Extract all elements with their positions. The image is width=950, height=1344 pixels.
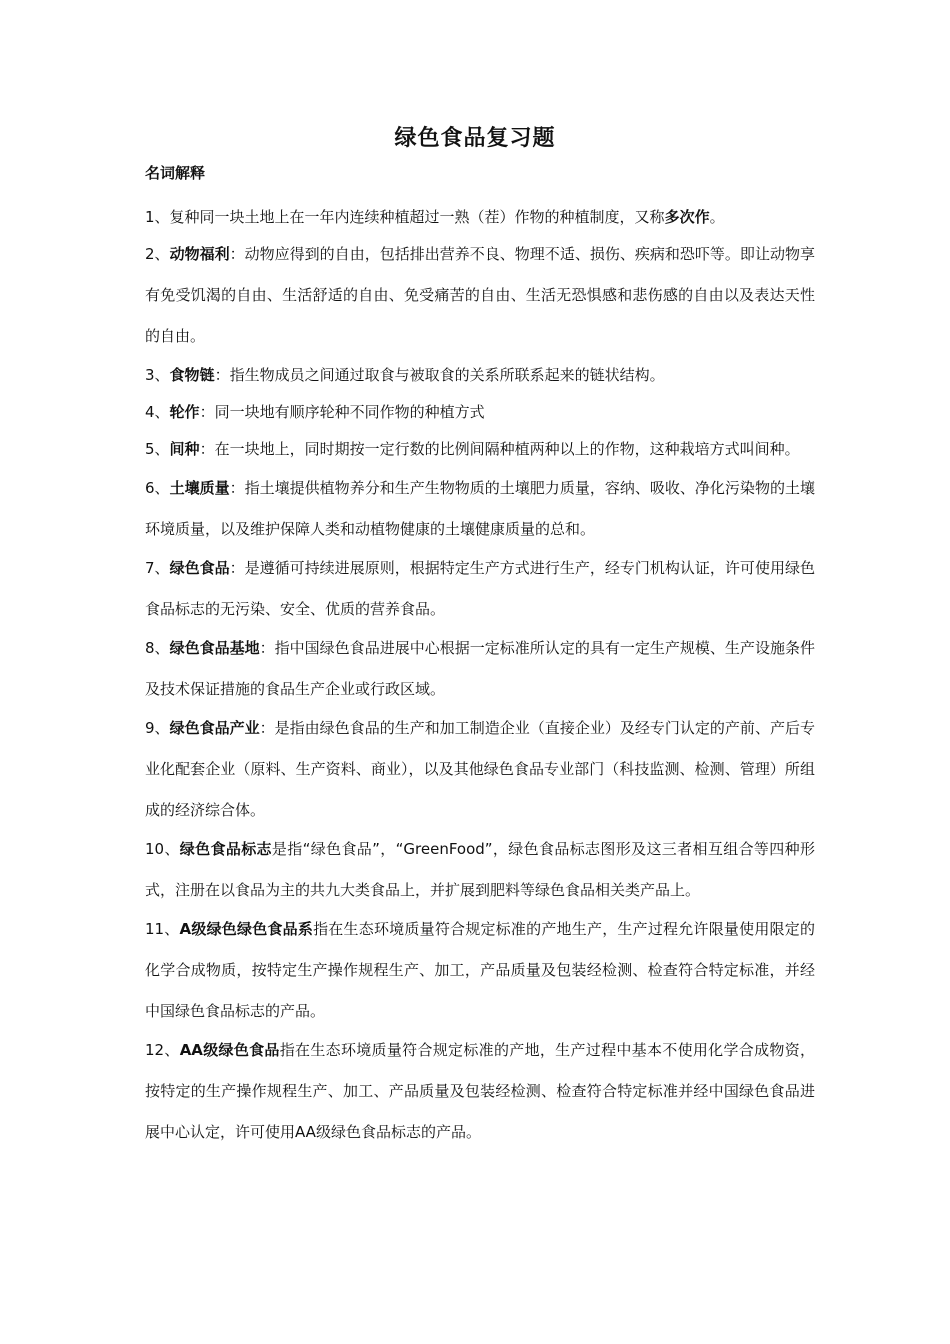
item-number: 6、 <box>145 479 170 497</box>
definition-item-11 <box>145 909 815 1032</box>
item-text: 动物应得到的自由，包括排出营养不良、物理不适、损伤、疾病和恐吓等。即让动物享有免受饥渴的自由、生活舒适的自由、免受痛苦的自由、生活无恐惧感和悲伤感的自由以及表达天性的自由。 <box>145 245 815 345</box>
item-text: 指生物成员之间通过取食与被取食的关系所联系起来的链状结构。 <box>229 366 665 384</box>
item-number: 11、 <box>145 920 180 938</box>
item-term: 绿色食品产业 <box>169 719 260 737</box>
item-text: 指在生态环境质量符合规定标准的产地生产，生产过程允许限量使用限定的化学合成物质，按特定生产操作规程生产、加工，产品质量及包装经检测、检查符合特定标准，并经中国绿色食品标志的产品。 <box>145 920 815 1020</box>
item-number: 2、 <box>145 245 170 263</box>
document-title: 绿色食品复习题 <box>394 126 556 151</box>
item-separator: ： <box>229 559 245 577</box>
item-number: 10、 <box>145 840 180 858</box>
item-term: 轮作 <box>169 403 200 421</box>
item-term: 食物链 <box>169 366 215 384</box>
item-separator: ： <box>259 639 275 657</box>
item-term: 绿色食品基地 <box>169 639 260 657</box>
item-term: 间种 <box>169 440 200 458</box>
item-number: 1、 <box>145 208 170 226</box>
item-text: 是指由绿色食品的生产和加工制造企业（直接企业）及经专门认定的产前、产后专业化配套企业（原料、生产资料、商业），以及其他绿色食品专业部门（科技监测、检测、管理）所组成的经济综合体。 <box>145 719 815 819</box>
item-text: 是遵循可持续进展原则，根据特定生产方式进行生产，经专门机构认证，许可使用绿色食品标志的无污染、安全、优质的营养食品。 <box>145 559 815 618</box>
definition-item-5 <box>145 429 815 470</box>
item-separator: ： <box>199 440 215 458</box>
definition-item-3 <box>145 357 815 394</box>
section-heading: 名词解释 <box>145 164 206 182</box>
item-separator: ： <box>199 403 215 421</box>
definition-item-6 <box>145 468 815 550</box>
item-separator: ： <box>259 719 275 737</box>
item-term: 绿色食品 <box>169 559 230 577</box>
definition-item-10 <box>145 829 815 911</box>
definition-item-9 <box>145 708 815 831</box>
item-term: 土壤质量 <box>169 479 230 497</box>
item-text: 复种同一块土地上在一年内连续种植超过一熟（茬）作物的种植制度，又称 <box>169 208 665 226</box>
item-text: 是指“绿色食品”，“GreenFood”，绿色食品标志图形及这三者相互组合等四种形式，注册在以食品为主的共九大类食品上，并扩展到肥料等绿色食品相关类产品上。 <box>145 840 815 899</box>
item-term: 动物福利 <box>169 245 230 263</box>
item-term: AA级绿色食品 <box>179 1041 280 1059</box>
item-text: 指中国绿色食品进展中心根据一定标准所认定的具有一定生产规模、生产设施条件及技术保证措施的食品生产企业或行政区域。 <box>145 639 815 698</box>
item-number: 12、 <box>145 1041 180 1059</box>
item-text: 指土壤提供植物养分和生产生物物质的土壤肥力质量，容纳、吸收、净化污染物的土壤环境质量，以及维护保障人类和动植物健康的土壤健康质量的总和。 <box>145 479 815 538</box>
definition-item-12 <box>145 1030 815 1153</box>
item-number: 3、 <box>145 366 170 384</box>
definition-item-2 <box>145 234 815 357</box>
definition-item-1 <box>145 199 815 236</box>
item-separator: ： <box>229 245 245 263</box>
item-number: 4、 <box>145 403 170 421</box>
item-term: 绿色食品标志 <box>179 840 272 858</box>
item-text: 在一块地上，同时期按一定行数的比例间隔种植两种以上的作物，这种栽培方式叫间种。 <box>214 440 800 458</box>
item-text: 指在生态环境质量符合规定标准的产地，生产过程中基本不使用化学合成物资，按特定的生产操作规程生产、加工、产品质量及包装经检测、检查符合特定标准并经中国绿色食品进展中心认定，许可使用AA级绿色食品标志的产品。 <box>145 1041 815 1141</box>
definitions-list <box>145 199 815 1153</box>
definition-item-8 <box>145 628 815 710</box>
item-number: 7、 <box>145 559 170 577</box>
definition-item-7 <box>145 548 815 630</box>
definition-item-4 <box>145 394 815 431</box>
item-tail: 。 <box>709 208 725 226</box>
item-separator: ： <box>229 479 245 497</box>
item-text: 同一块地有顺序轮种不同作物的种植方式 <box>214 403 485 421</box>
item-separator: ： <box>214 366 230 384</box>
item-term: 多次作 <box>664 208 710 226</box>
item-number: 5、 <box>145 440 170 458</box>
item-number: 8、 <box>145 639 170 657</box>
item-term: A级绿色绿色食品系 <box>179 920 314 938</box>
item-number: 9、 <box>145 719 170 737</box>
